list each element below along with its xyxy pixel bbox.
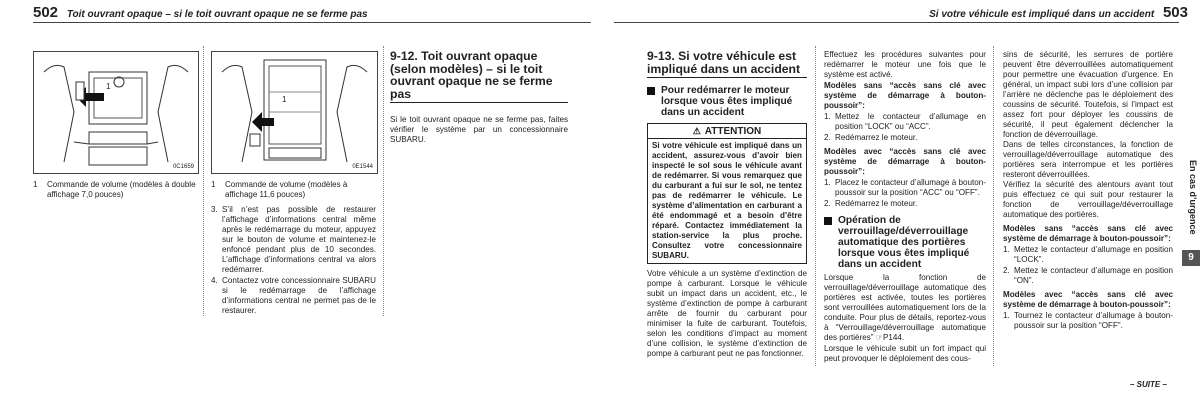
caption-text: Commande de volume (modèles à affichage 11,6 pouces) [225, 180, 348, 199]
subsection-title: Opération de verrouillage/déverrouillage automatique des portières lorsque vous êtes impliqué dans un accident [824, 215, 986, 270]
right-header-rule [614, 22, 1179, 23]
paragraph: Votre véhicule a un système d’extinction de pompe à carburant. Lorsque le véhicule subit un impact dans un accident, etc., le système d’extinction de pompe à carburant arrête de fournir du carburant pour minimiser la fuite de carburant. Toutefois, selon les conditions d’impact au moment d’une collision, le système d’extinction de pompe à carburant peut ne pas fonctionner. [647, 269, 807, 358]
list-item: 3. S’il n’est pas possible de restaurer l’affichage d’informations central même après le redémarrage du moteur, appuyez sur le bouton de volume et maintenez-le enfoncé pendant plus de 10 secondes. L’affichage d’informations central va alors redémarrer. [211, 205, 376, 274]
paragraph: Vérifiez la sécurité des alentours avant tout puis effectuez ce qui suit pour restaurer la fonction de verrouillage/déverrouillage automatique des portières. [1003, 180, 1173, 219]
subsection-title: Pour redémarrer le moteur lorsque vous êtes impliqué dans un accident [647, 85, 807, 118]
figure-caption [33, 180, 197, 199]
paragraph: Lorsque le véhicule subit un fort impact qui peut provoquer le déploiement des cous- [824, 344, 986, 363]
model-heading: Modèles avec “accès sans clé avec système de démarrage à bouton-poussoir”: [1003, 290, 1173, 309]
attention-body: Si votre véhicule est impliqué dans un accident, assurez-vous d’avoir bien inspecté le sol sous le véhicule avant de redémarrer. Si vous remarquez que du carburant a fui sur le sol, ne tentez pas de redémarrer le véhicule. Le système d’alimentation en carburant a été endommagé et a besoin d’être réparé. Contactez immédiatement la station-service la plus proche. Consultez votre concessionnaire SUBARU. [652, 141, 802, 260]
caption-number: 1 [211, 180, 216, 189]
dashboard-illustration [34, 52, 198, 173]
step-list [824, 112, 986, 143]
model-heading: Modèles sans “accès sans clé avec système de démarrage à bouton-poussoir”: [824, 81, 986, 110]
warning-triangle-icon: ⚠ [692, 126, 701, 136]
column-2 [211, 180, 376, 317]
paragraph: Lorsque la fonction de verrouillage/déverrouillage automatique des portières est activée, toutes les portières sont verrouillées automatiquement lors de la conduite. Pour plus de détails, reportez-vous à “Verrouillage/déverrouillage automatique des portières” ☞P144. [824, 273, 986, 342]
list-item: 1. Mettez le contacteur d’allumage en position “LOCK”. [1003, 245, 1173, 264]
left-page-header [33, 4, 368, 21]
figure-code: 0C1659 [172, 164, 194, 170]
attention-header: ⚠ ATTENTION [648, 124, 806, 139]
column-5 [824, 50, 986, 364]
list-item: 2. Redémarrez le moteur. [824, 133, 918, 142]
model-heading: Modèles avec “accès sans clé avec système de démarrage à bouton-poussoir”: [824, 147, 986, 176]
caption-text: Commande de volume (modèles à double affichage 7,0 pouces) [47, 180, 196, 199]
section-title: 9-12. Toit ouvrant opaque (selon modèles) – si le toit ouvrant opaque ne se ferme pas [390, 50, 568, 103]
figure-callout-label: 1 [106, 82, 111, 91]
square-bullet-icon [824, 217, 832, 225]
step-list [211, 205, 376, 316]
dashboard-illustration [212, 52, 377, 173]
list-item: 4. Contactez votre concessionnaire SUBARU si le redémarrage de l’affichage d’informations central ne permet pas de le restaurer. [211, 276, 376, 315]
chapter-tab-label: En cas d’urgence [1188, 160, 1198, 235]
square-bullet-icon [647, 87, 655, 95]
step-list [824, 178, 986, 209]
left-page-title: Toit ouvrant opaque – si le toit ouvrant opaque ne se ferme pas [66, 9, 368, 20]
step-list [1003, 311, 1173, 331]
left-header-rule [33, 22, 591, 23]
figure-caption [211, 180, 376, 199]
continued-label: – SUITE – [1130, 380, 1167, 389]
right-page-number: 503 [1162, 4, 1188, 21]
list-item: 1. Mettez le contacteur d’allumage en position “LOCK” ou “ACC”. [824, 112, 986, 131]
paragraph: sins de sécurité, les serrures de portière peuvent être déverrouillées automatiquement pour permettre une évacuation d’urgence. En général, un impact subi lors d’une collision par l’arrière ne déclenche pas le déploiement des coussins de sécurité. Toutefois, si l’impact est assez fort pour déployer les coussins de sécurité, il peut également déclencher la fonction de déverrouillage. [1003, 50, 1173, 139]
list-item: 2. Redémarrez le moteur. [824, 199, 918, 208]
right-page-title: Si votre véhicule est impliqué dans un accident [929, 9, 1155, 20]
paragraph: Effectuez les procédures suivantes pour redémarrer le moteur une fois que le système est activé. [824, 50, 986, 79]
attention-box [647, 123, 807, 264]
figure-dashboard-7inch [33, 51, 199, 174]
paragraph: Si le toit ouvrant opaque ne se ferme pas, faites vérifier le système par un concessionnaire SUBARU. [390, 115, 568, 144]
figure-dashboard-11inch [211, 51, 378, 174]
column-3 [390, 50, 568, 145]
caption-number: 1 [33, 180, 38, 189]
list-item: 1. Tournez le contacteur d’allumage à bouton-poussoir sur la position “OFF”. [1003, 311, 1173, 330]
model-heading: Modèles sans “accès sans clé avec système de démarrage à bouton-poussoir”: [1003, 224, 1173, 243]
column-divider [815, 46, 816, 366]
column-divider [383, 46, 384, 316]
section-title: 9-13. Si votre véhicule est impliqué dans un accident [647, 50, 807, 78]
figure-callout-label: 1 [282, 95, 287, 104]
chapter-tab-number[interactable]: 9 [1182, 250, 1200, 266]
left-page-number: 502 [33, 4, 59, 21]
figure-code: 0E1544 [352, 164, 373, 170]
column-divider [993, 46, 994, 366]
column-4 [647, 50, 807, 359]
column-6 [1003, 50, 1173, 332]
list-item: 2. Mettez le contacteur d’allumage en position “ON”. [1003, 266, 1173, 285]
paragraph: Dans de telles circonstances, la fonction de verrouillage/déverrouillage automatique des portières sera interrompue et les portières resteront déverrouillées. [1003, 140, 1173, 179]
column-divider [203, 46, 204, 316]
list-item: 1. Placez le contacteur d’allumage à bouton-poussoir sur la position “ACC” ou “OFF”. [824, 178, 986, 197]
right-page-header [929, 4, 1188, 21]
page-reference-link[interactable]: ☞P144. [875, 333, 905, 342]
step-list [1003, 245, 1173, 286]
